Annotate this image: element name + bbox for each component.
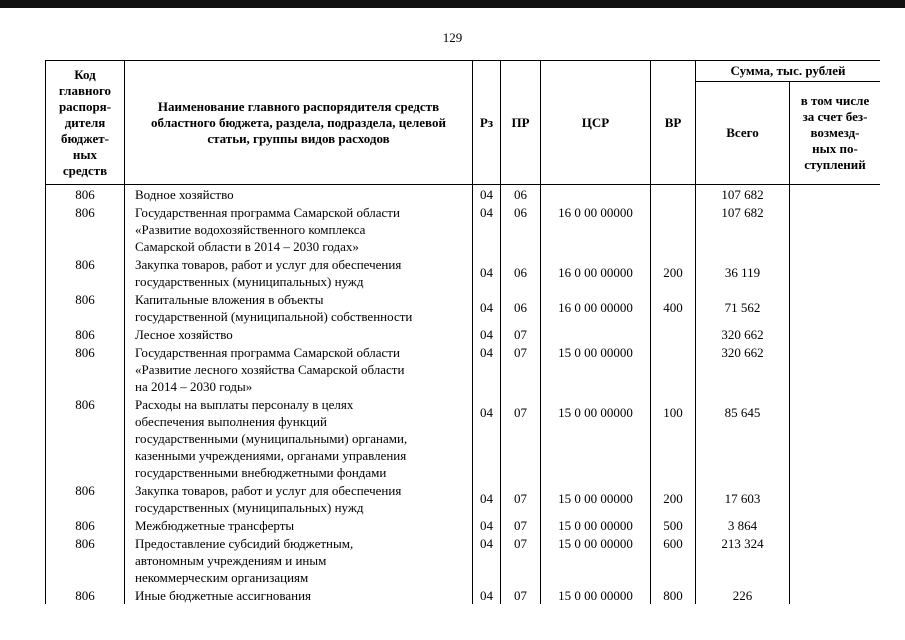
row-pr: 07 (501, 534, 541, 586)
row-name: Иные бюджетные ассигнования (125, 586, 473, 604)
header-name: Наименование главного распорядителя средств областного бюджета, раздела, подраздела, целевой статьи, группы видов расходов (125, 61, 473, 185)
row-pr: 07 (501, 395, 541, 481)
row-name: Капитальные вложения в объекты государственной (муниципальной) собственности (125, 290, 473, 325)
row-name: Водное хозяйство (125, 185, 473, 204)
table-row (46, 255, 881, 290)
row-rz: 04 (473, 395, 501, 481)
row-total: 36 119 (696, 255, 790, 290)
row-csr: 15 0 00 00000 (541, 534, 651, 586)
row-code: 806 (46, 255, 125, 290)
table-wrapper (45, 60, 880, 640)
row-incl-grants (790, 343, 881, 395)
table-row (46, 586, 881, 604)
table-row (46, 343, 881, 395)
row-name: Межбюджетные трансферты (125, 516, 473, 534)
row-incl-grants (790, 481, 881, 516)
row-csr (541, 325, 651, 343)
row-rz: 04 (473, 255, 501, 290)
row-name: Закупка товаров, работ и услуг для обеспечения государственных (муниципальных) нужд (125, 255, 473, 290)
row-rz: 04 (473, 203, 501, 255)
row-pr: 07 (501, 516, 541, 534)
row-rz: 04 (473, 586, 501, 604)
row-incl-grants (790, 325, 881, 343)
row-vr: 200 (651, 255, 696, 290)
row-csr (541, 185, 651, 204)
row-csr: 15 0 00 00000 (541, 481, 651, 516)
row-total: 71 562 (696, 290, 790, 325)
row-name: Лесное хозяйство (125, 325, 473, 343)
row-vr: 400 (651, 290, 696, 325)
row-name: Предоставление субсидий бюджетным, автономным учреждениям и иным некоммерческим организациям (125, 534, 473, 586)
row-vr (651, 343, 696, 395)
row-incl-grants (790, 395, 881, 481)
header-pr: ПР (501, 61, 541, 185)
row-rz: 04 (473, 290, 501, 325)
row-incl-grants (790, 185, 881, 204)
row-name: Государственная программа Самарской области «Развитие водохозяйственного комплекса Самарской области в 2014 – 2030 годах» (125, 203, 473, 255)
row-csr: 15 0 00 00000 (541, 395, 651, 481)
table-row (46, 481, 881, 516)
row-name: Закупка товаров, работ и услуг для обеспечения государственных (муниципальных) нужд (125, 481, 473, 516)
row-incl-grants (790, 290, 881, 325)
row-code: 806 (46, 534, 125, 586)
row-total: 226 (696, 586, 790, 604)
row-total: 320 662 (696, 325, 790, 343)
table-row (46, 185, 881, 204)
row-vr (651, 203, 696, 255)
row-csr: 15 0 00 00000 (541, 586, 651, 604)
row-pr: 07 (501, 325, 541, 343)
table-row (46, 395, 881, 481)
row-code: 806 (46, 481, 125, 516)
table-row (46, 534, 881, 586)
row-total: 107 682 (696, 203, 790, 255)
budget-table (45, 60, 880, 604)
row-code: 806 (46, 586, 125, 604)
row-pr: 07 (501, 343, 541, 395)
row-total: 320 662 (696, 343, 790, 395)
row-incl-grants (790, 534, 881, 586)
row-incl-grants (790, 203, 881, 255)
row-rz: 04 (473, 481, 501, 516)
table-row (46, 325, 881, 343)
row-vr: 100 (651, 395, 696, 481)
row-pr: 06 (501, 203, 541, 255)
row-total: 107 682 (696, 185, 790, 204)
row-rz: 04 (473, 534, 501, 586)
row-total: 213 324 (696, 534, 790, 586)
header-csr: ЦСР (541, 61, 651, 185)
page-number: 129 (442, 30, 463, 45)
row-pr: 06 (501, 290, 541, 325)
header-incl-grants: в том числе за счет без- возмезд- ных по- ступлений (790, 82, 881, 185)
header-vr: ВР (651, 61, 696, 185)
row-rz: 04 (473, 516, 501, 534)
row-pr: 06 (501, 255, 541, 290)
row-pr: 07 (501, 481, 541, 516)
row-total: 3 864 (696, 516, 790, 534)
row-pr: 07 (501, 586, 541, 604)
row-pr: 06 (501, 185, 541, 204)
row-incl-grants (790, 516, 881, 534)
row-rz: 04 (473, 325, 501, 343)
row-vr: 800 (651, 586, 696, 604)
row-vr (651, 325, 696, 343)
row-total: 85 645 (696, 395, 790, 481)
row-vr (651, 185, 696, 204)
table-row (46, 203, 881, 255)
row-code: 806 (46, 343, 125, 395)
table-row (46, 516, 881, 534)
row-code: 806 (46, 290, 125, 325)
row-vr: 600 (651, 534, 696, 586)
row-incl-grants (790, 255, 881, 290)
table-body (46, 185, 881, 605)
row-csr: 15 0 00 00000 (541, 516, 651, 534)
header-rz: Рз (473, 61, 501, 185)
row-code: 806 (46, 395, 125, 481)
top-edge-bar (0, 0, 905, 8)
row-name: Расходы на выплаты персоналу в целях обеспечения выполнения функций государственными (муниципальными) органами, казенными учреждениями, органами управления государственными внебюджетными фондами (125, 395, 473, 481)
row-rz: 04 (473, 343, 501, 395)
row-code: 806 (46, 185, 125, 204)
row-vr: 500 (651, 516, 696, 534)
table-row (46, 290, 881, 325)
row-code: 806 (46, 325, 125, 343)
row-total: 17 603 (696, 481, 790, 516)
row-name: Государственная программа Самарской области «Развитие лесного хозяйства Самарской области на 2014 – 2030 годы» (125, 343, 473, 395)
row-csr: 16 0 00 00000 (541, 290, 651, 325)
header-code: Код главного распоря- дителя бюджет- ных средств (46, 61, 125, 185)
row-code: 806 (46, 203, 125, 255)
header-total: Всего (696, 82, 790, 185)
row-csr: 15 0 00 00000 (541, 343, 651, 395)
row-incl-grants (790, 586, 881, 604)
row-vr: 200 (651, 481, 696, 516)
row-rz: 04 (473, 185, 501, 204)
row-code: 806 (46, 516, 125, 534)
row-csr: 16 0 00 00000 (541, 255, 651, 290)
header-sum: Сумма, тыс. рублей (696, 61, 881, 82)
row-csr: 16 0 00 00000 (541, 203, 651, 255)
table-header (46, 61, 881, 185)
